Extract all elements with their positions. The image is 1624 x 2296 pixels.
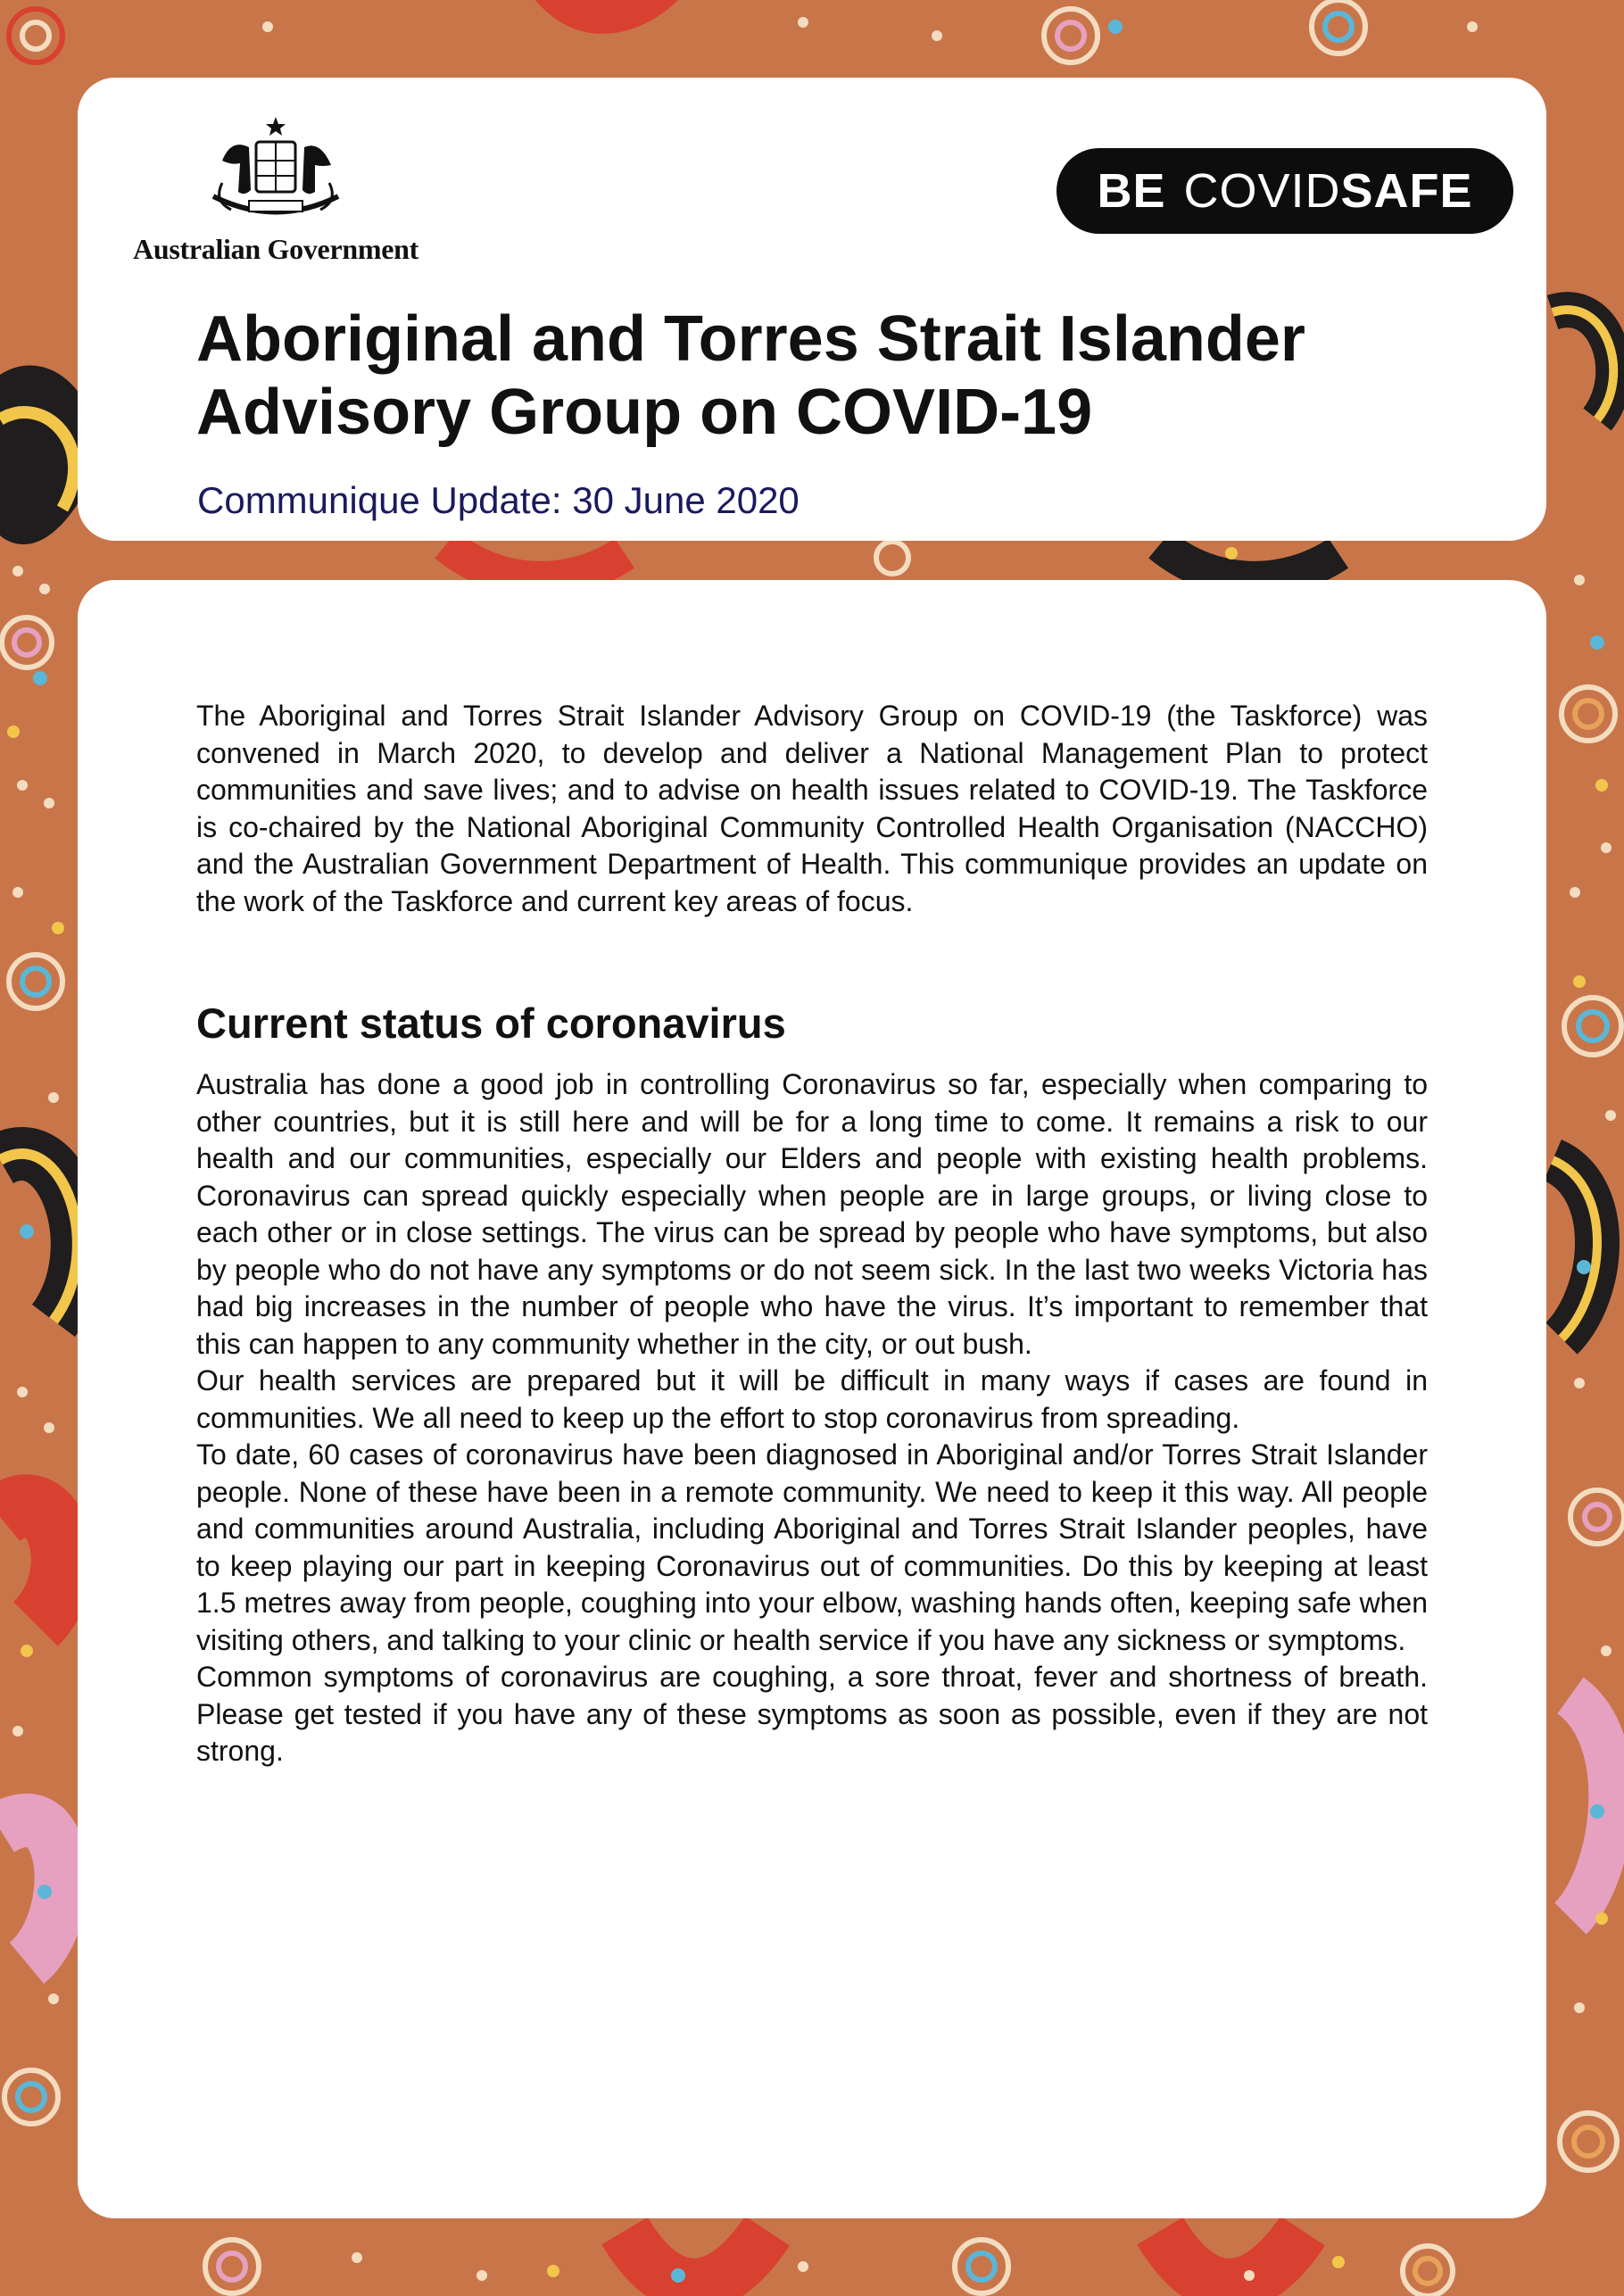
badge-be: BE bbox=[1097, 164, 1166, 218]
body-paragraph: Common symptoms of coronavirus are coughing, a sore throat, fever and shortness of breath. Please get tested if you have any of these symptoms as soon as possible, even if they are not strong. bbox=[196, 1661, 1428, 1767]
be-covidsafe-badge bbox=[1056, 148, 1513, 234]
body-paragraph: To date, 60 cases of coronavirus have been diagnosed in Aboriginal and/or Torres Strait Islander people. None of these have been in a remote community. We need to keep it this way. All people and communities around Australia, including Aboriginal and Torres Strait Islander peoples, have to keep playing our part in keeping Coronavirus out of communities. Do this by keeping at least 1.5 metres away from people, coughing into your elbow, washing hands often, keeping safe when visiting others, and talking to your clinic or health service if you have any sickness or symptoms. bbox=[196, 1438, 1428, 1656]
badge-covid: COVID bbox=[1183, 164, 1341, 218]
body-card bbox=[78, 580, 1546, 2218]
body-paragraph: Australia has done a good job in controlling Coronavirus so far, especially when comparing to other countries, but it is still here and will be for a long time to come. It remains a risk to our health and our communities, especially our Elders and people with existing health problems. Coronavirus can spread quickly especially when people are in large groups, or living close to each other or in close settings. The virus can be spread by people who have symptoms, but also by people who do not have any symptoms or do not seem sick. In the last two weeks Victoria has had big increases in the number of people who have the virus. It’s important to remember that this can happen to any community whether in the city, or out bush. bbox=[196, 1068, 1428, 1360]
australian-government-logo bbox=[124, 112, 427, 303]
document-content bbox=[196, 698, 1428, 1770]
australian-government-wordmark: Australian Government bbox=[133, 233, 418, 265]
communique-date-subtitle: Communique Update: 30 June 2020 bbox=[197, 479, 800, 521]
badge-safe: SAFE bbox=[1340, 164, 1473, 218]
header-card bbox=[78, 78, 1546, 541]
document-title bbox=[196, 303, 1446, 449]
intro-paragraph: The Aboriginal and Torres Strait Islander Advisory Group on COVID-19 (the Taskforce) was convened in March 2020, to develop and deliver a National Management Plan to protect communities and save lives; and to advise on health issues related to COVID-19. The Taskforce is co-chaired by the National Aboriginal Community Controlled Health Organisation (NACCHO) and the Australian Government Department of Health. This communique provides an update on the work of the Taskforce and current key areas of focus. bbox=[196, 700, 1428, 917]
body-paragraph: Our health services are prepared but it will be difficult in many ways if cases are found in communities. We all need to keep up the effort to stop coronavirus from spreading. bbox=[196, 1364, 1428, 1434]
title-line-2: Advisory Group on COVID-19 bbox=[196, 377, 1093, 448]
title-line-1: Aboriginal and Torres Strait Islander bbox=[196, 303, 1305, 375]
coat-of-arms-icon bbox=[195, 112, 356, 228]
section-heading: Current status of coronavirus bbox=[196, 999, 786, 1047]
